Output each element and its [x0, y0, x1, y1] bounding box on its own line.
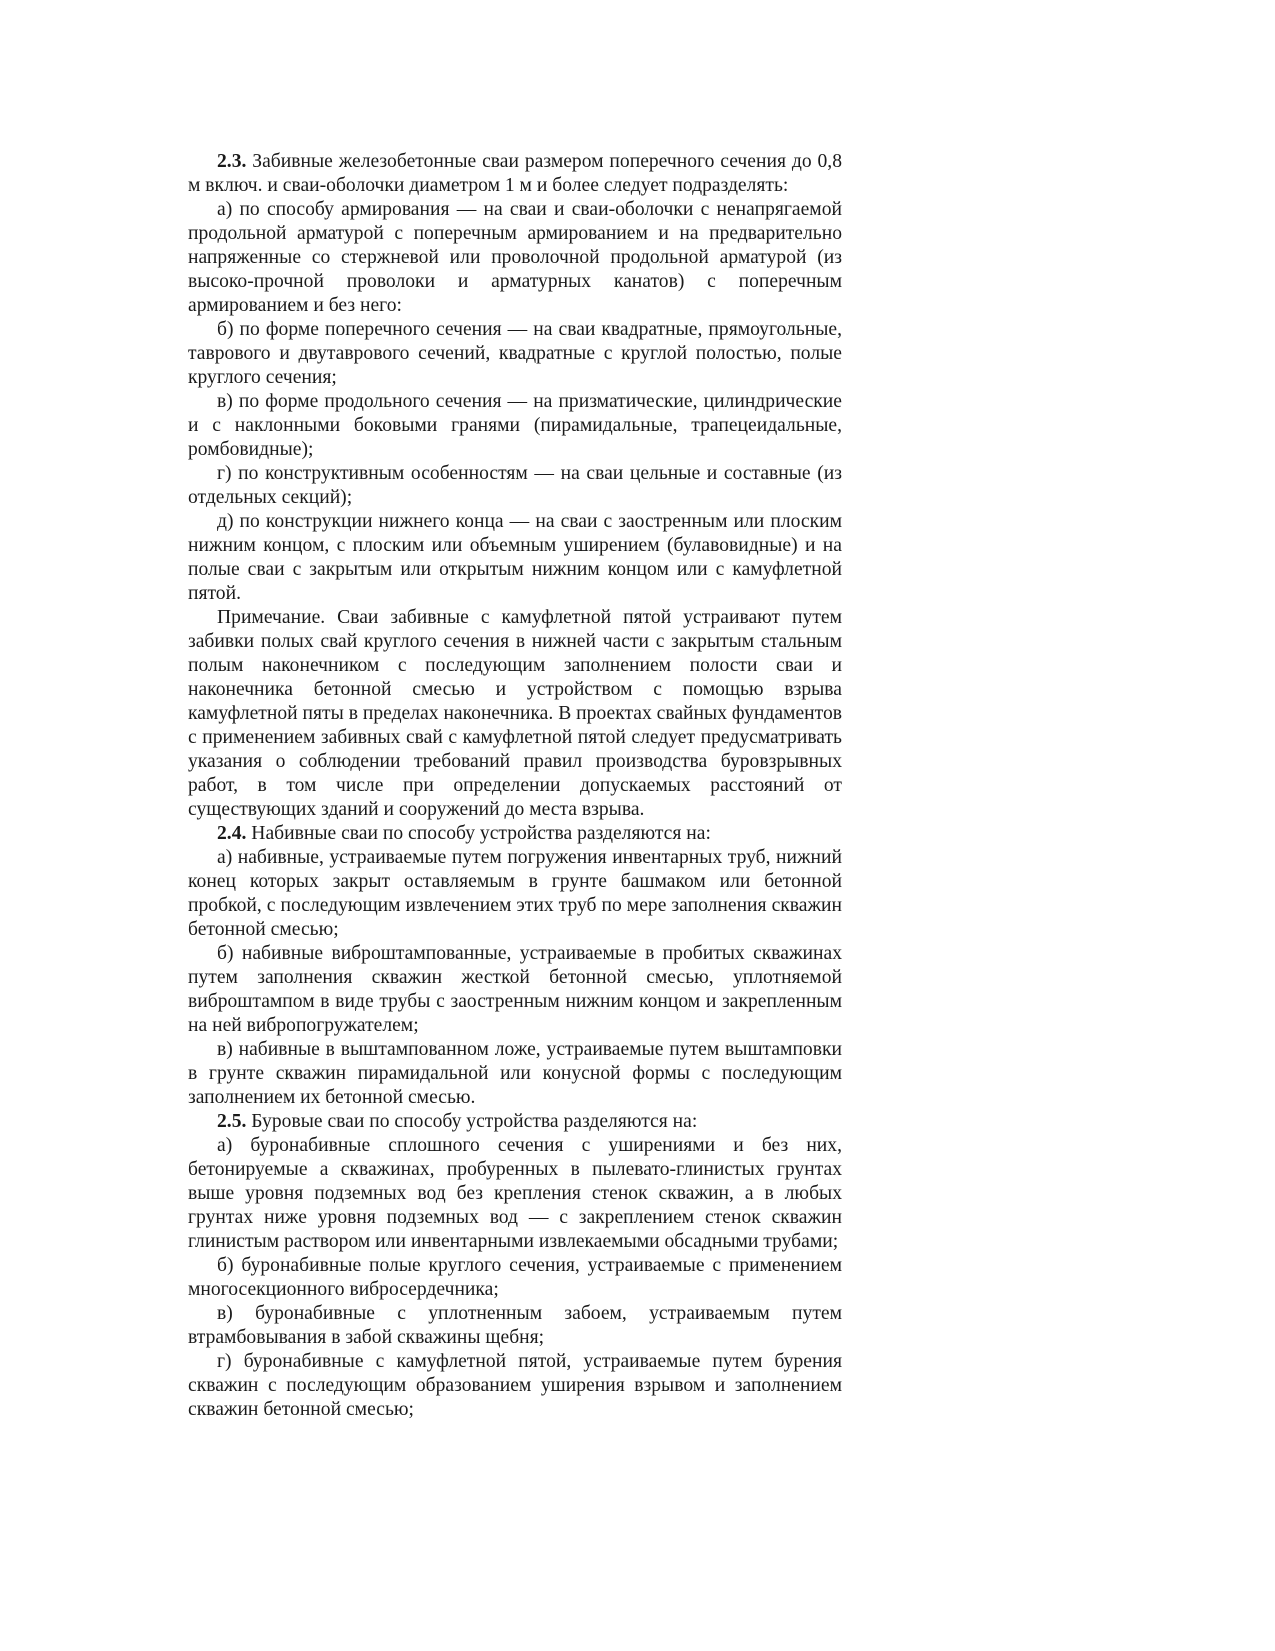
list-item-2-3-b [188, 318, 842, 390]
paragraph-text: б) по форме поперечного сечения — на сваи квадратные, прямоугольные, таврового и двутаврового сечений, квадратные с круглой полостью, полые круглого сечения; [188, 319, 842, 388]
paragraph-text: Набивные сваи по способу устройства разделяются на: [246, 823, 711, 844]
document-page [188, 150, 842, 1422]
section-number: 2.5. [217, 1111, 247, 1132]
paragraph-text: в) буронабивные с уплотненным забоем, устраиваемым путем втрамбовывания в забой скважины щебня; [188, 1303, 842, 1348]
paragraph-2-3 [188, 150, 842, 198]
list-item-2-4-v [188, 1038, 842, 1110]
paragraph-text: в) набивные в выштампованном ложе, устраиваемые путем выштамповки в грунте скважин пирамидальной или конусной формы с последующим заполнением их бетонной смесью. [188, 1039, 842, 1108]
list-item-2-4-a [188, 846, 842, 942]
paragraph-text: Примечание. Сваи забивные с камуфлетной пятой устраивают путем забивки полых свай круглого сечения в нижней части с закрытым стальным полым наконечником с последующим заполнением полости сваи и наконечника бетонной смесью и устройством с помощью взрыва камуфлетной пяты в пределах наконечника. В проектах свайных фундаментов с применением забивных свай с камуфлетной пятой следует предусматривать указания о соблюдении требований правил производства буровзрывных работ, в том числе при определении допускаемых расстояний от существующих зданий и сооружений до места взрыва. [188, 607, 842, 820]
paragraph-text: а) по способу армирования — на сваи и сваи-оболочки с ненапрягаемой продольной арматурой с поперечным армированием и на предварительно напряженные со стержневой или проволочной продольной арматурой (из высоко-прочной проволоки и арматурных канатов) с поперечным армированием и без него: [188, 199, 842, 316]
note-paragraph [188, 606, 842, 822]
paragraph-text: Забивные железобетонные сваи размером поперечного сечения до 0,8 м включ. и сваи-оболочки диаметром 1 м и более следует подразделять: [188, 151, 842, 196]
paragraph-text: в) по форме продольного сечения — на призматические, цилиндрические и с наклонными боковыми гранями (пирамидальные, трапецеидальные, ромбовидные); [188, 391, 842, 460]
list-item-2-3-a [188, 198, 842, 318]
paragraph-text: д) по конструкции нижнего конца — на сваи с заостренным или плоским нижним концом, с плоским или объемным уширением (булавовидные) и на полые сваи с закрытым или открытым нижним концом или с камуфлетной пятой. [188, 511, 842, 604]
paragraph-text: а) буронабивные сплошного сечения с уширениями и без них, бетонируемые а скважинах, пробуренных в пылевато-глинистых грунтах выше уровня подземных вод без крепления стенок скважин, а в любых грунтах ниже уровня подземных вод — с закреплением стенок скважин глинистым раствором или инвентарными извлекаемыми обсадными трубами; [188, 1135, 842, 1252]
paragraph-text: г) по конструктивным особенностям — на сваи цельные и составные (из отдельных секций); [188, 463, 842, 508]
list-item-2-5-b [188, 1254, 842, 1302]
list-item-2-3-v [188, 390, 842, 462]
paragraph-text: а) набивные, устраиваемые путем погружения инвентарных труб, нижний конец которых закрыт оставляемым в грунте башмаком или бетонной пробкой, с последующим извлечением этих труб по мере заполнения скважин бетонной смесью; [188, 847, 842, 940]
section-number: 2.4. [217, 823, 247, 844]
paragraph-2-5 [188, 1110, 842, 1134]
list-item-2-4-b [188, 942, 842, 1038]
paragraph-text: г) буронабивные с камуфлетной пятой, устраиваемые путем бурения скважин с последующим образованием уширения взрывом и заполнением скважин бетонной смесью; [188, 1351, 842, 1420]
paragraph-2-4 [188, 822, 842, 846]
section-number: 2.3. [217, 151, 247, 172]
list-item-2-3-g [188, 462, 842, 510]
list-item-2-3-d [188, 510, 842, 606]
list-item-2-5-g [188, 1350, 842, 1422]
paragraph-text: б) набивные виброштампованные, устраиваемые в пробитых скважинах путем заполнения скважин жесткой бетонной смесью, уплотняемой виброштампом в виде трубы с заостренным нижним концом и закрепленным на ней вибропогружателем; [188, 943, 842, 1036]
paragraph-text: б) буронабивные полые круглого сечения, устраиваемые с применением многосекционного вибросердечника; [188, 1255, 842, 1300]
paragraph-text: Буровые сваи по способу устройства разделяются на: [246, 1111, 698, 1132]
list-item-2-5-v [188, 1302, 842, 1350]
list-item-2-5-a [188, 1134, 842, 1254]
